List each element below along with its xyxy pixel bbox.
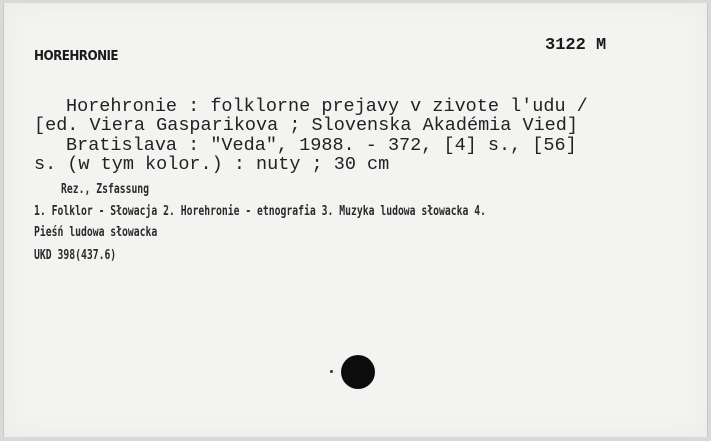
classification-line: UKD 398(437.6)	[34, 248, 117, 263]
call-number: 3122 M	[545, 36, 607, 55]
card-heading: HOREHRONIE	[34, 49, 119, 64]
title-line-2: [ed. Viera Gasparikova ; Slovenska Akadémia Vied]	[34, 115, 578, 136]
catalog-card	[3, 3, 708, 437]
title-line-1: Horehronie : folklorne prejavy v zivote l'udu /	[66, 96, 588, 117]
subjects-line-1: 1. Folklor - Słowacja 2. Horehronie - etnografia 3. Muzyka ludowa słowacka 4.	[34, 204, 486, 219]
title-line-4: s. (w tym kolor.) : nuty ; 30 cm	[34, 154, 390, 175]
subjects-line-2: Pieśń ludowa słowacka	[34, 225, 158, 240]
card-blemish	[330, 370, 333, 373]
notes-line: Rez., Zsfassung	[61, 182, 150, 197]
punch-hole	[341, 355, 375, 389]
title-line-3: Bratislava : "Veda", 1988. - 372, [4] s., [56]	[66, 135, 577, 156]
